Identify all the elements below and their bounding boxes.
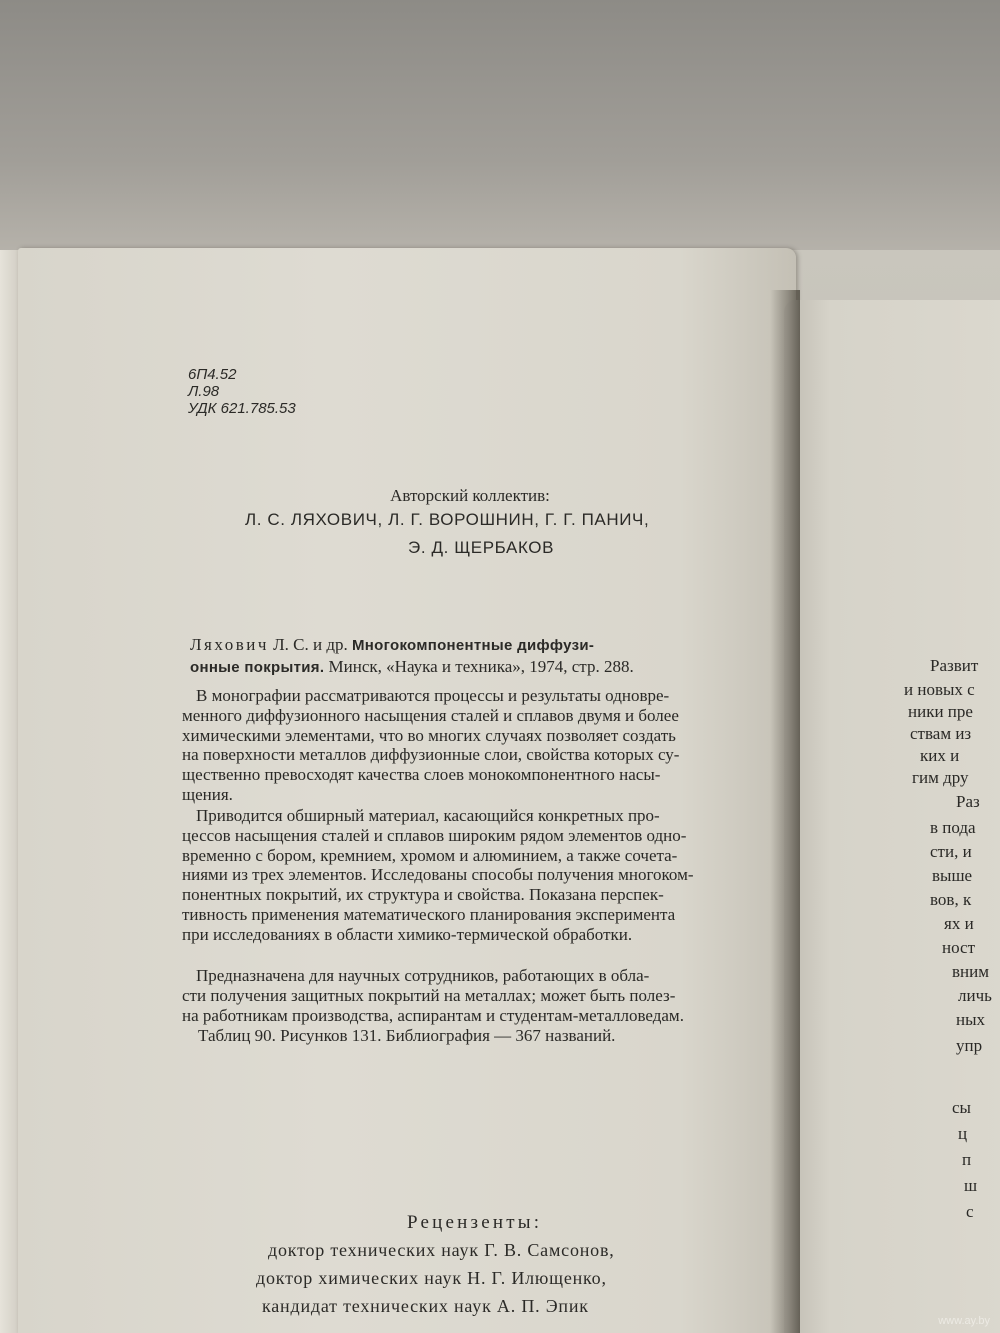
abstract-line: Приводится обширный материал, касающийся конкретных про-	[196, 806, 660, 825]
right-page-fragment: с	[966, 1202, 974, 1221]
biblio-author-rest: Л. С. и др.	[268, 635, 353, 654]
right-page-fragment: ност	[942, 938, 975, 957]
bibliographic-line-1	[190, 634, 634, 656]
abstract-line: менного диффузионного насыщения сталей и сплавов двумя и более	[182, 705, 679, 725]
right-page-fragment: ники пре	[908, 702, 973, 721]
abstract-paragraph-3	[182, 966, 854, 1025]
right-page-fragment: упр	[956, 1036, 983, 1055]
abstract-line: на работникам производства, аспирантам и студентам-металловедам.	[182, 1005, 684, 1025]
bibliographic-entry	[190, 634, 634, 678]
author-sign-code: Л.98	[188, 383, 220, 400]
abstract-line: понентных покрытий, их структура и свойства. Показана перспек-	[182, 885, 664, 905]
abstract-line: тивность применения математического планирования эксперимента	[182, 904, 676, 924]
right-page-fragment: выше	[932, 866, 973, 885]
right-page-fragment: сы	[952, 1098, 971, 1117]
abstract-paragraph-1	[182, 686, 854, 805]
reviewer-1: доктор технических наук Г. В. Самсонов,	[268, 1240, 615, 1260]
udc-code: УДК 621.785.53	[188, 400, 296, 417]
reviewer-3: кандидат технических наук А. П. Эпик	[262, 1296, 589, 1316]
right-page-fragment: Развит	[930, 656, 979, 675]
abstract-line: на поверхности металлов диффузионные слои, свойства которых су-	[182, 745, 680, 765]
abstract-line: щения.	[182, 784, 233, 804]
biblio-title-part2: онные покрытия.	[190, 659, 325, 676]
right-page-fragment: ких и	[920, 746, 960, 765]
abstract-line: цессов насыщения сталей и сплавов широким рядом элементов одно-	[182, 825, 687, 845]
abstract-line: ниями из трех элементов. Исследованы способы получения многоком-	[182, 865, 694, 885]
right-page-fragment: и новых с	[904, 680, 975, 699]
right-page-fragment: вним	[952, 962, 989, 981]
right-page-fragment: п	[962, 1150, 972, 1169]
classification-codes	[188, 366, 296, 417]
abstract-statistics: Таблиц 90. Рисунков 131. Библиография — 367 названий.	[198, 1026, 616, 1045]
authors-heading: Авторский коллектив:	[390, 486, 550, 505]
abstract-line: Предназначена для научных сотрудников, работающих в обла-	[196, 966, 650, 985]
site-watermark: www.ay.by	[938, 1315, 990, 1327]
right-page-fragment: гим дру	[912, 768, 969, 787]
right-page-fragment: Раз	[956, 792, 980, 811]
abstract-line: химическими элементами, что во многих случаях позволяет создать	[182, 725, 676, 745]
abstract-line: щественно превосходят качества слоев монокомпонентного насы-	[182, 765, 661, 785]
biblio-title-part1: Многокомпонентные диффузи-	[352, 637, 595, 654]
right-page-fragment: ных	[956, 1010, 986, 1029]
biblio-author: Ляхович	[190, 635, 269, 654]
bibliographic-line-2	[190, 656, 634, 678]
right-page-fragment: ц	[958, 1124, 968, 1143]
right-page-fragment: личь	[958, 986, 992, 1005]
right-page-fragment: в пода	[930, 818, 976, 837]
authors-line-1: Л. С. ЛЯХОВИЧ, Л. Г. ВОРОШНИН, Г. Г. ПАНИЧ,	[245, 510, 650, 529]
abstract-line: при исследованиях в области химико-термической обработки.	[182, 924, 633, 944]
abstract-line: В монографии рассматриваются процессы и результаты одновре-	[196, 686, 670, 705]
right-page-fragment: ях и	[944, 914, 974, 933]
right-page-fragment: ш	[964, 1176, 978, 1195]
right-page-fragment: сти, и	[930, 842, 972, 861]
authors-line-2: Э. Д. ЩЕРБАКОВ	[408, 538, 555, 557]
reviewer-2: доктор химических наук Н. Г. Илющенко,	[256, 1268, 607, 1288]
right-page-fragment: ствам из	[910, 724, 972, 743]
reviewers-heading: Рецензенты:	[407, 1212, 543, 1233]
biblio-publisher: Минск, «Наука и техника», 1974, стр. 288.	[324, 657, 634, 676]
abstract-line: сти получения защитных покрытий на металлах; может быть полез-	[182, 985, 676, 1005]
bbk-code: 6П4.52	[188, 366, 237, 383]
abstract-paragraph-2	[182, 806, 854, 945]
abstract-line: временно с бором, кремнием, хромом и алюминием, а также сочета-	[182, 845, 678, 865]
right-page-fragment: вов, к	[930, 890, 972, 909]
